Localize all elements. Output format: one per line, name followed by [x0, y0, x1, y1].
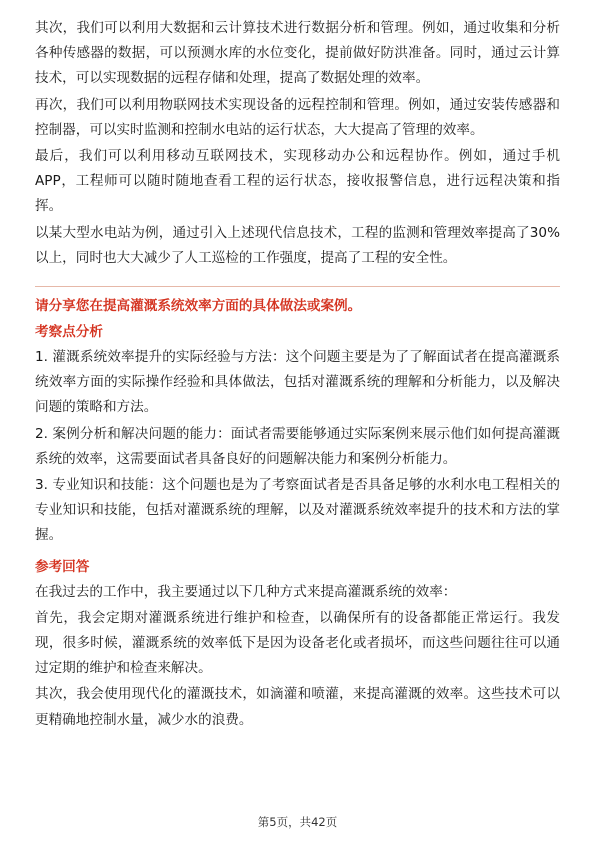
body-paragraph: 最后，我们可以利用移动互联网技术，实现移动办公和远程协作。例如，通过手机APP，工程师可以随时随地查看工程的运行状态，接收报警信息，进行远程决策和指挥。: [35, 148, 560, 215]
analysis-heading: 考察点分析: [35, 324, 103, 341]
answer-heading: 参考回答: [35, 558, 90, 575]
answer-paragraph: 在我过去的工作中，我主要通过以下几种方式来提高灌溉系统的效率：: [35, 583, 457, 600]
body-paragraph: 再次，我们可以利用物联网技术实现设备的远程控制和管理。例如，通过安装传感器和控制器，可以实时监测和控制水电站的运行状态，大大提高了管理的效率。: [35, 96, 560, 138]
analysis-item: 1. 灌溉系统效率提升的实际经验与方法：这个问题主要是为了了解面试者在提高灌溉系统效率方面的实际操作经验和具体做法，包括对灌溉系统的理解和分析能力，以及解决问题的策略和方法。: [35, 349, 560, 416]
document-page: [35, 16, 560, 733]
interview-question: 请分享您在提高灌溉系统效率方面的具体做法或案例。: [35, 298, 362, 315]
answer-paragraph: 首先，我会定期对灌溉系统进行维护和检查，以确保所有的设备都能正常运行。我发现，很多时候，灌溉系统的效率低下是因为设备老化或者损坏，而这些问题往往可以通过定期的维护和检查来解决。: [35, 609, 560, 677]
body-paragraph: 以某大型水电站为例，通过引入上述现代信息技术，工程的监测和管理效率提高了30%以上，同时也大大减少了人工巡检的工作强度，提高了工程的安全性。: [35, 224, 560, 266]
page-number: 第5页，共42页: [257, 815, 338, 829]
analysis-item: 2. 案例分析和解决问题的能力：面试者需要能够通过实际案例来展示他们如何提高灌溉系统的效率，这需要面试者具备良好的问题解决能力和案例分析能力。: [35, 425, 560, 467]
body-paragraph: 其次，我们可以利用大数据和云计算技术进行数据分析和管理。例如，通过收集和分析各种传感器的数据，可以预测水库的水位变化，提前做好防洪准备。同时，通过云计算技术，可以实现数据的远程存储和处理，提高了数据处理的效率。: [35, 20, 560, 87]
analysis-item: 3. 专业知识和技能：这个问题也是为了考察面试者是否具备足够的水利水电工程相关的专业知识和技能，包括对灌溉系统的理解，以及对灌溉系统效率提升的技术和方法的掌握。: [35, 477, 560, 544]
answer-paragraph: 其次，我会使用现代化的灌溉技术，如滴灌和喷灌，来提高灌溉的效率。这些技术可以更精确地控制水量，减少水的浪费。: [35, 686, 560, 728]
section-divider: [35, 286, 560, 287]
